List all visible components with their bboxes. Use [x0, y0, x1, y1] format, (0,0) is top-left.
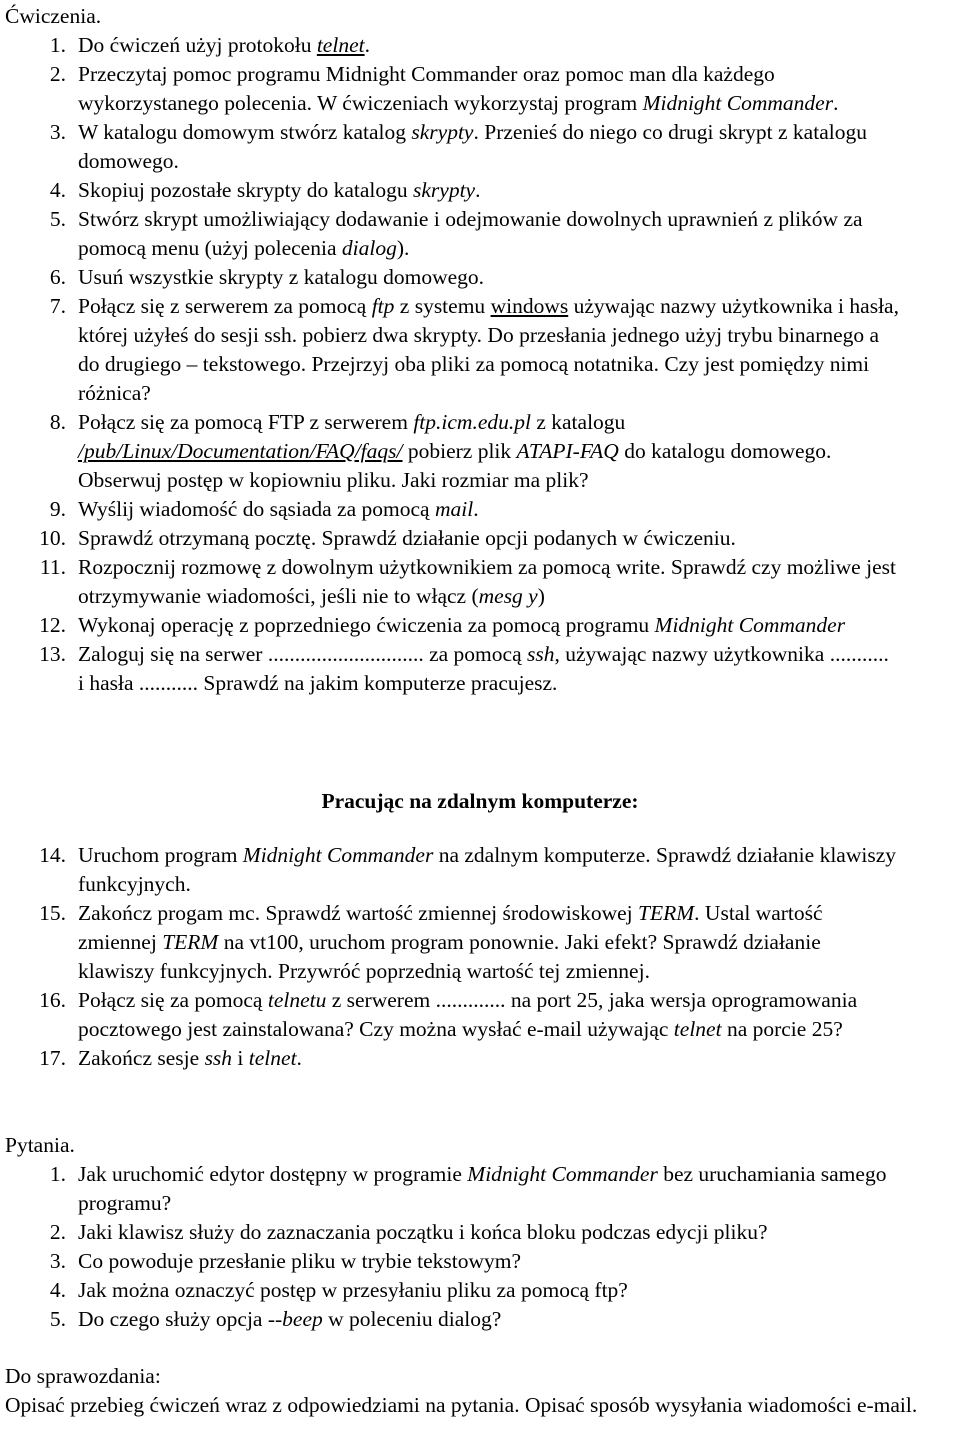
item-number: 15.: [39, 901, 66, 925]
list-item: [0, 553, 900, 611]
list-item: [0, 263, 900, 292]
list-item: [0, 841, 900, 899]
item-number: 14.: [39, 843, 66, 867]
list-item: [0, 986, 900, 1044]
list-item: [0, 1247, 900, 1276]
list-item: [0, 1276, 900, 1305]
item-text: Zaloguj się na serwer ............................. za pomocą ssh, używając nazwy użytkownika ........... i hasła ........... Sprawdź na jakim komputerze pracujesz.: [78, 642, 889, 695]
item-number: 11.: [39, 555, 66, 579]
list-item: [0, 495, 900, 524]
item-text: Połącz się za pomocą FTP z serwerem ftp.icm.edu.pl z katalogu /pub/Linux/Documentation/FAQ/faqs/ pobierz plik ATAPI-FAQ do katalogu domowego. Obserwuj postęp w kopiowniu pliku. Jaki rozmiar ma plik?: [78, 410, 832, 492]
item-text: W katalogu domowym stwórz katalog skrypty. Przenieś do niego co drugi skrypt z katalogu domowego.: [78, 120, 867, 173]
item-number: 5.: [49, 1307, 66, 1331]
item-text: Jaki klawisz służy do zaznaczania początku i końca bloku podczas edycji pliku?: [78, 1220, 768, 1244]
item-text: Jak można oznaczyć postęp w przesyłaniu pliku za pomocą ftp?: [78, 1278, 628, 1302]
item-number: 1.: [49, 33, 66, 57]
list-item: [0, 640, 900, 698]
exercises-list: [0, 31, 900, 698]
list-item: [0, 176, 900, 205]
item-text: Usuń wszystkie skrypty z katalogu domowego.: [78, 265, 485, 289]
item-number: 6.: [49, 265, 66, 289]
report-heading: Do sprawozdania:: [5, 1364, 161, 1388]
item-text: Co powoduje przesłanie pliku w trybie tekstowym?: [78, 1249, 522, 1273]
list-item: [0, 1218, 900, 1247]
report-text: Opisać przebieg ćwiczeń wraz z odpowiedziami na pytania. Opisać sposób wysyłania wiadomości e-mail.: [5, 1393, 918, 1417]
item-number: 4.: [49, 178, 66, 202]
item-number: 4.: [49, 1278, 66, 1302]
list-item: [0, 60, 900, 118]
item-text: Jak uruchomić edytor dostępny w programie Midnight Commander bez uruchamiania samego programu?: [78, 1162, 887, 1215]
remote-exercises-list: [0, 841, 900, 1073]
list-item: [0, 524, 900, 553]
item-text: Stwórz skrypt umożliwiający dodawanie i odejmowanie dowolnych uprawnień z plików za pomocą menu (użyj polecenia dialog).: [78, 207, 863, 260]
item-text: Wykonaj operację z poprzedniego ćwiczenia za pomocą programu Midnight Commander: [78, 613, 846, 637]
item-number: 13.: [39, 642, 66, 666]
item-text: Połącz się za pomocą telnetu z serwerem ............. na port 25, jaka wersja oprogramowania pocztowego jest zainstalowana? Czy można wysłać e-mail używając telnet na porcie 25?: [78, 988, 858, 1041]
item-number: 3.: [49, 1249, 66, 1273]
item-number: 12.: [39, 613, 66, 637]
remote-section-heading: Pracując na zdalnym komputerze:: [321, 789, 639, 813]
item-number: 1.: [49, 1162, 66, 1186]
item-number: 16.: [39, 988, 66, 1012]
list-item: [0, 31, 900, 60]
item-text: Połącz się z serwerem za pomocą ftp z systemu windows używając nazwy użytkownika i hasła, której użyłeś do sesji ssh. pobierz dwa skrypty. Do przesłania jednego użyj trybu binarnego a do drugiego – tekstowego. Przejrzyj oba pliki za pomocą notatnika. Czy jest pomiędzy nimi różnica?: [78, 294, 899, 405]
item-text: Do czego służy opcja --beep w poleceniu dialog?: [78, 1307, 502, 1331]
item-text: Wyślij wiadomość do sąsiada za pomocą mail.: [78, 497, 479, 521]
item-number: 7.: [49, 294, 66, 318]
questions-list: [0, 1160, 900, 1334]
item-number: 3.: [49, 120, 66, 144]
list-item: [0, 205, 900, 263]
list-item: [0, 118, 900, 176]
questions-heading: Pytania.: [5, 1133, 75, 1157]
item-number: 2.: [49, 1220, 66, 1244]
item-text: Do ćwiczeń użyj protokołu telnet.: [78, 33, 370, 57]
item-text: Rozpocznij rozmowę z dowolnym użytkownikiem za pomocą write. Sprawdź czy możliwe jest otrzymywanie wiadomości, jeśli nie to włącz (mesg y): [78, 555, 896, 608]
item-text: Skopiuj pozostałe skrypty do katalogu skrypty.: [78, 178, 481, 202]
item-number: 2.: [49, 62, 66, 86]
item-number: 17.: [39, 1046, 66, 1070]
list-item: [0, 1044, 900, 1073]
list-item: [0, 292, 900, 408]
item-text: Przeczytaj pomoc programu Midnight Commander oraz pomoc man dla każdego wykorzystanego polecenia. W ćwiczeniach wykorzystaj program Midnight Commander.: [78, 62, 839, 115]
item-text: Zakończ sesje ssh i telnet.: [78, 1046, 302, 1070]
item-number: 5.: [49, 207, 66, 231]
list-item: [0, 408, 900, 495]
item-text: Uruchom program Midnight Commander na zdalnym komputerze. Sprawdź działanie klawiszy funkcyjnych.: [78, 843, 896, 896]
list-item: [0, 1305, 900, 1334]
item-text: Sprawdź otrzymaną pocztę. Sprawdź działanie opcji podanych w ćwiczeniu.: [78, 526, 736, 550]
list-item: [0, 611, 900, 640]
item-number: 8.: [49, 410, 66, 434]
item-number: 10.: [39, 526, 66, 550]
exercises-heading: Ćwiczenia.: [5, 4, 102, 28]
item-number: 9.: [49, 497, 66, 521]
list-item: [0, 899, 900, 986]
list-item: [0, 1160, 900, 1218]
item-text: Zakończ progam mc. Sprawdź wartość zmiennej środowiskowej TERM. Ustal wartość zmiennej TERM na vt100, uruchom program ponownie. Jaki efekt? Sprawdź działanie klawiszy funkcyjnych. Przywróć poprzednią wartość tej zmiennej.: [78, 901, 823, 983]
